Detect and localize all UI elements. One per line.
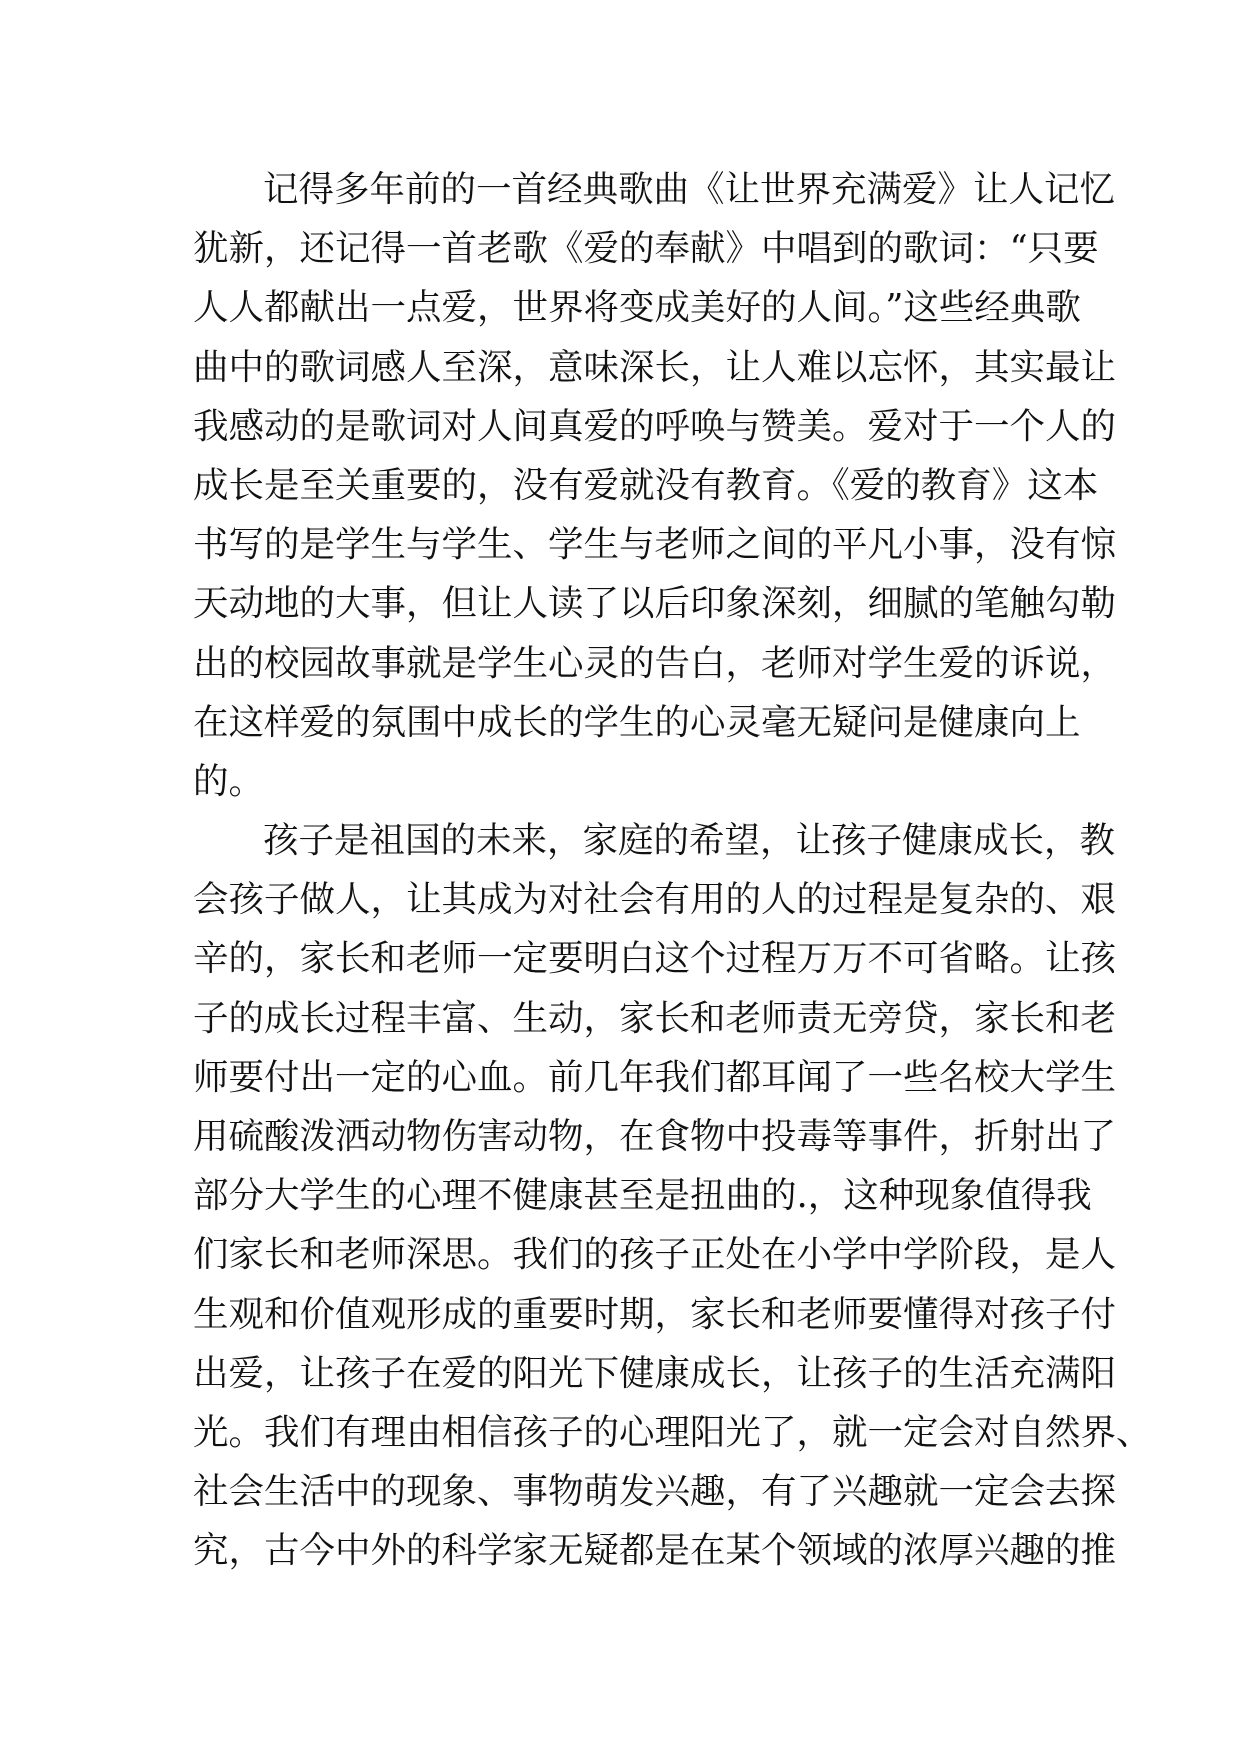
paragraph-1-line-6: 成长是至关重要的，没有爱就没有教育。《爱的教育》这本 [193,464,1099,506]
paragraph-1-line-3: 人人都献出一点爱，世界将变成美好的人间。”这些经典歌 [193,287,1081,329]
paragraph-1-line-1: 记得多年前的一首经典歌曲《让世界充满爱》让人记忆 [263,169,1116,210]
paragraph-2-line-12: 社会生活中的现象、事物萌发兴趣，有了兴趣就一定会去探 [193,1471,1117,1513]
paragraph-2-line-2: 会孩子做人，让其成为对社会有用的人的过程是复杂的、艰 [193,879,1117,921]
paragraph-1-line-7: 书写的是学生与学生、学生与老师之间的平凡小事，没有惊 [193,524,1117,566]
paragraph-2-line-1: 孩子是祖国的未来，家庭的希望，让孩子健康成长，教 [263,820,1116,862]
paragraph-2-line-6: 用硫酸泼洒动物伤害动物，在食物中投毒等事件，折射出了 [193,1116,1117,1157]
paragraph-2-line-7: 部分大学生的心理不健康甚至是扭曲的.，这种现象值得我 [193,1175,1092,1217]
paragraph-2-line-5: 师要付出一定的心血。前几年我们都耳闻了一些名校大学生 [193,1056,1117,1098]
document-body [193,160,1152,1581]
paragraph-2-line-8: 们家长和老师深思。我们的孩子正处在小学中学阶段，是人 [193,1234,1117,1276]
paragraph-2-line-11: 光。我们有理由相信孩子的心理阳光了，就一定会对自然界、 [193,1411,1152,1453]
paragraph-1-line-9: 出的校园故事就是学生心灵的告白，老师对学生爱的诉说， [193,642,1117,684]
paragraph-1-line-10: 在这样爱的氛围中成长的学生的心灵毫无疑问是健康向上 [193,701,1081,743]
paragraph-2-line-10: 出爱，让孩子在爱的阳光下健康成长，让孩子的生活充满阳 [193,1352,1117,1394]
paragraph-2-line-13: 究，古今中外的科学家无疑都是在某个领域的浓厚兴趣的推 [193,1530,1117,1572]
paragraph-1-line-4: 曲中的歌词感人至深，意味深长，让人难以忘怀，其实最让 [193,346,1117,388]
paragraph-1-line-2: 犹新，还记得一首老歌《爱的奉献》中唱到的歌词：“只要 [193,228,1099,270]
paragraph-1-line-5: 我感动的是歌词对人间真爱的呼唤与赞美。爱对于一个人的 [193,405,1117,447]
paragraph-2-line-4: 子的成长过程丰富、生动，家长和老师责无旁贷，家长和老 [193,997,1117,1039]
paragraph-1-line-8: 天动地的大事，但让人读了以后印象深刻，细腻的笔触勾勒 [193,583,1117,625]
paragraph-1-line-11: 的。 [193,760,265,802]
paragraph-2-line-3: 辛的，家长和老师一定要明白这个过程万万不可省略。让孩 [193,938,1117,980]
paragraph-2-line-9: 生观和价值观形成的重要时期，家长和老师要懂得对孩子付 [193,1293,1117,1335]
